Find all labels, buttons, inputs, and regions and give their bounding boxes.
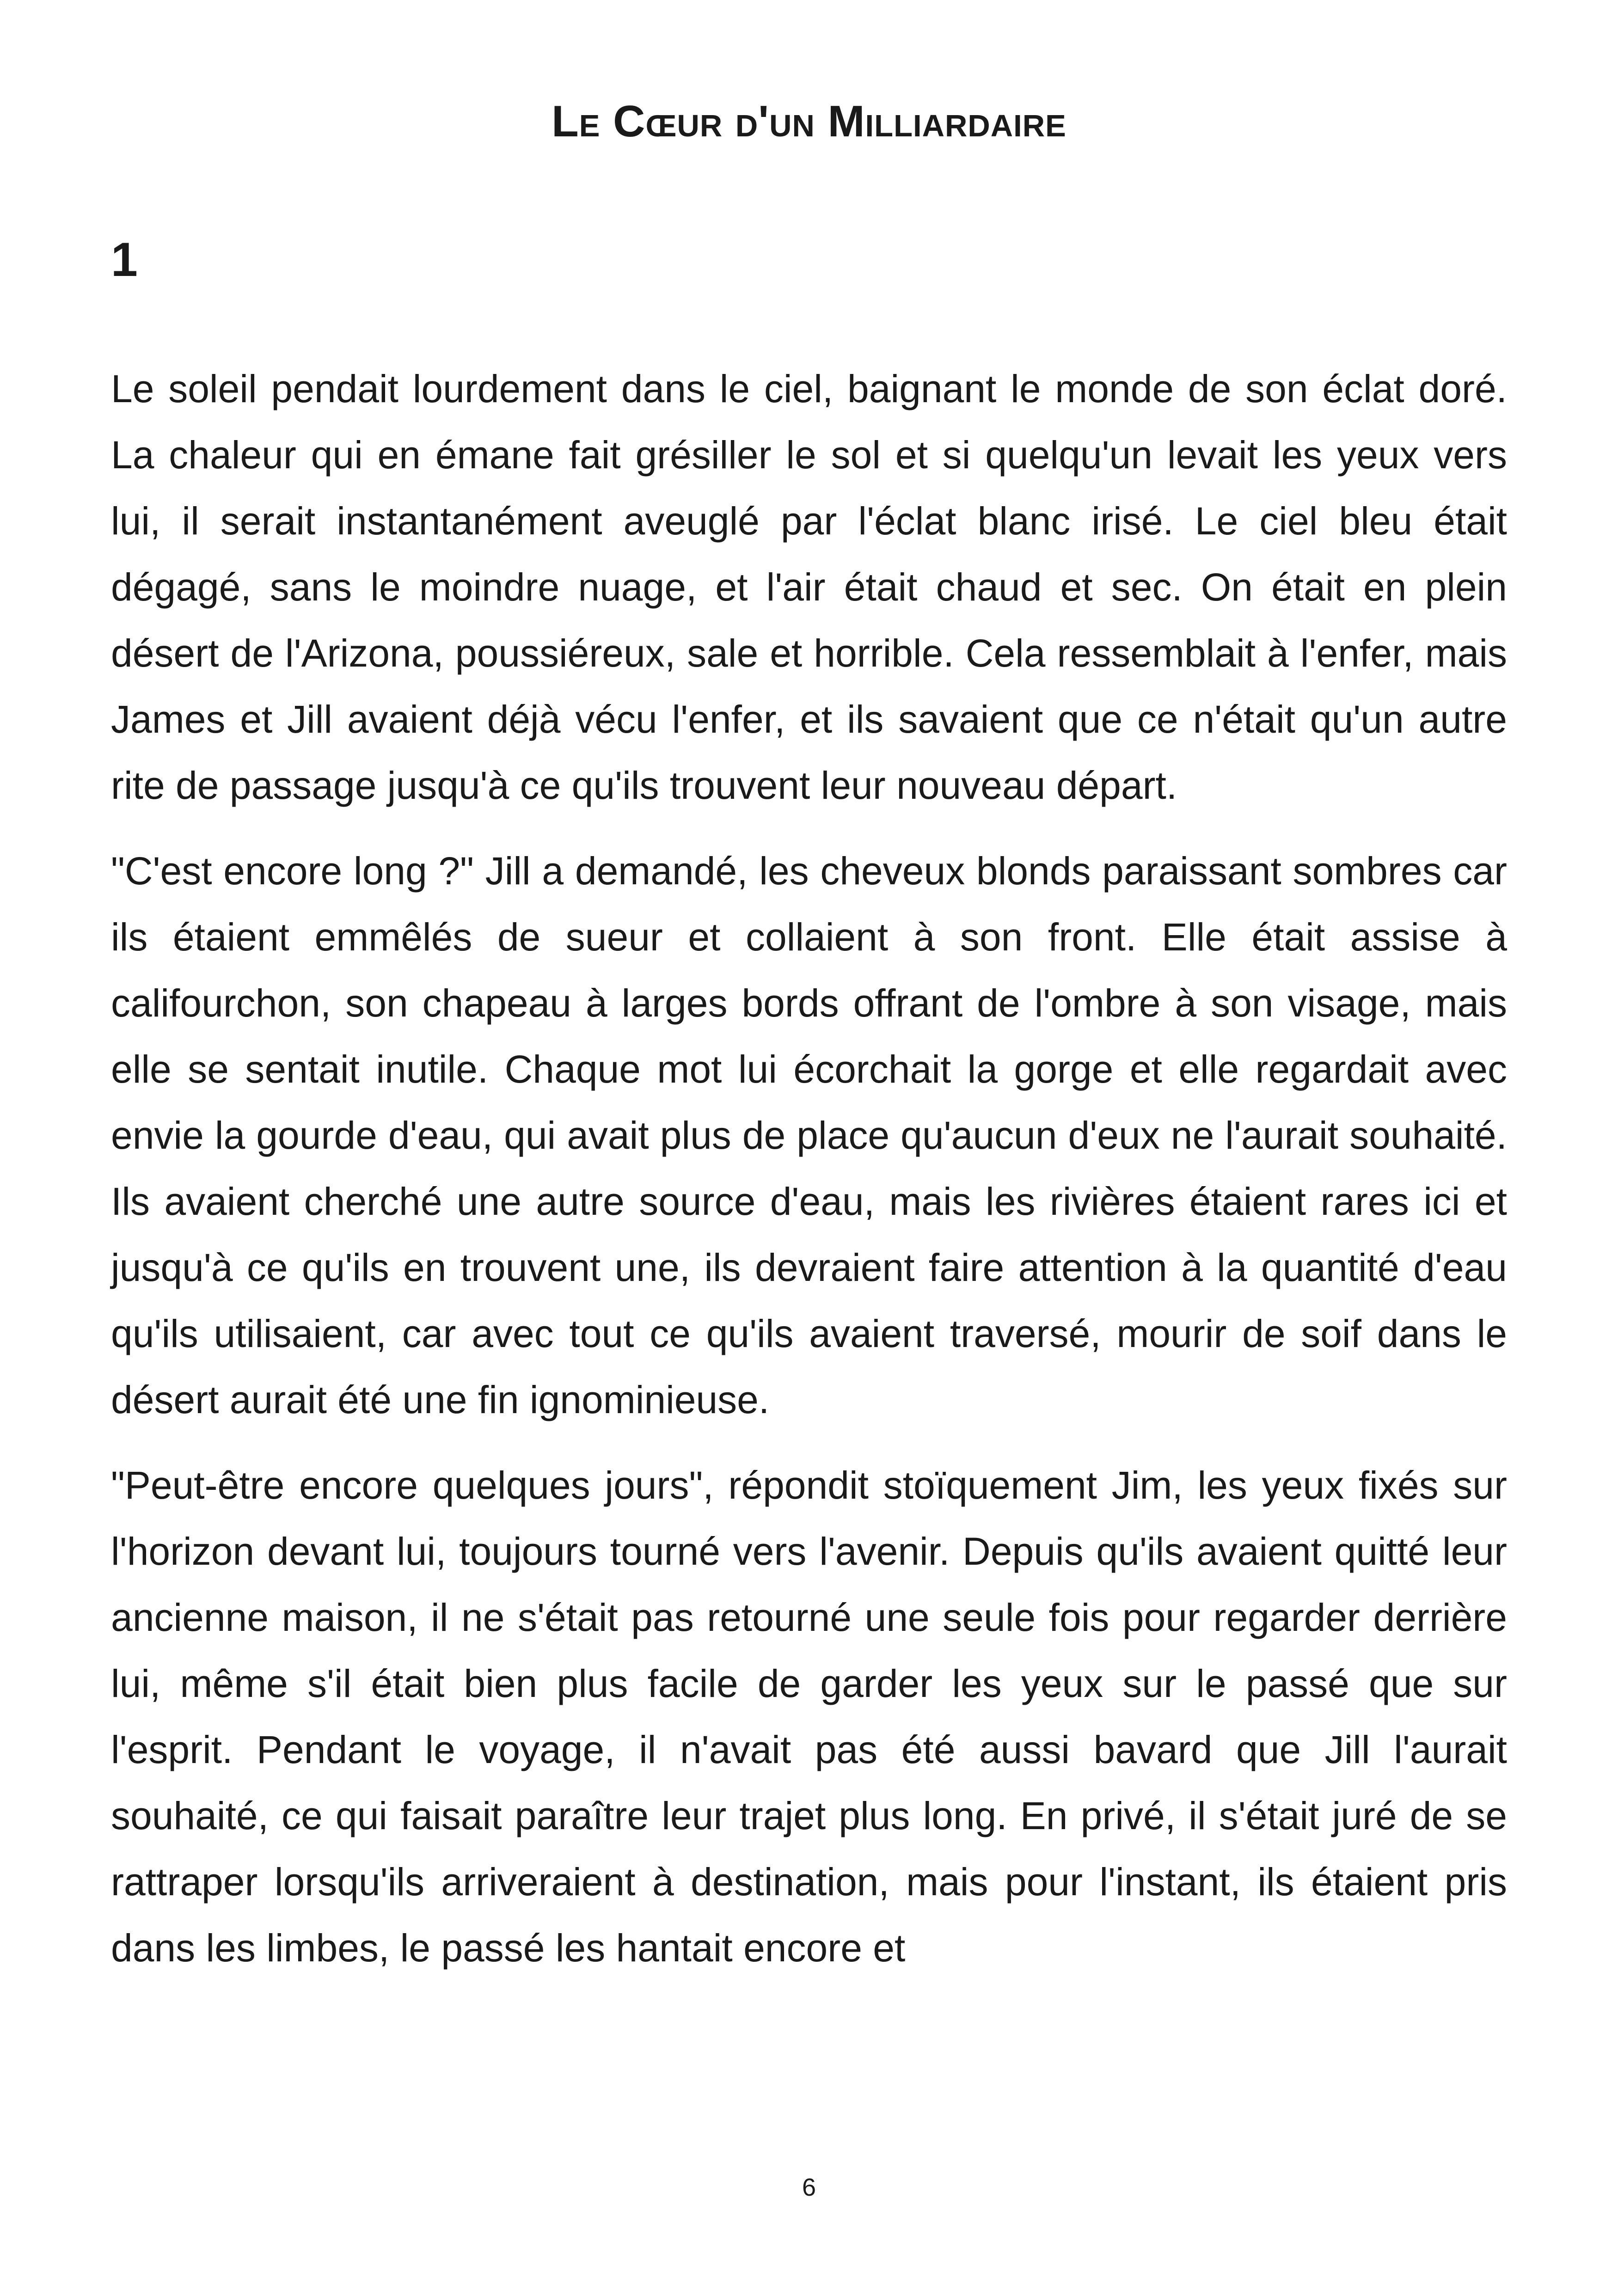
chapter-number: 1 xyxy=(111,233,138,287)
page-number: 6 xyxy=(802,2174,816,2201)
book-title: Le Cœur d'un Milliardaire xyxy=(552,97,1066,146)
paragraph-2: "C'est encore long ?" Jill a demandé, les cheveux blonds paraissant sombres car ils étaient emmêlés de sueur et collaient à son front. Elle était assise à califourchon, son chapeau à larges bords offrant de l'ombre à son visage, mais elle se sentait inutile. Chaque mot lui écorchait la gorge et elle regardait avec envie la gourde d'eau, qui avait plus de place qu'aucun d'eux ne l'aurait souhaité. Ils avaient cherché une autre source d'eau, mais les rivières étaient rares ici et jusqu'à ce qu'ils en trouvent une, ils devraient faire attention à la quantité d'eau qu'ils utilisaient, car avec tout ce qu'ils avaient traversé, mourir de soif dans le désert aurait été une fin ignominieuse. xyxy=(111,849,1507,1421)
paragraph-3: "Peut-être encore quelques jours", répondit stoïquement Jim, les yeux fixés sur l'horizon devant lui, toujours tourné vers l'avenir. Depuis qu'ils avaient quitté leur ancienne maison, il ne s'était pas retourné une seule fois pour regarder derrière lui, même s'il était bien plus facile de garder les yeux sur le passé que sur l'esprit. Pendant le voyage, il n'avait pas été aussi bavard que Jill l'aurait souhaité, ce qui faisait paraître leur trajet plus long. En privé, il s'était juré de se rattraper lorsqu'ils arriveraient à destination, mais pour l'instant, ils étaient pris dans les limbes, le passé les hantait encore et xyxy=(111,1463,1507,1970)
paragraph-1: Le soleil pendait lourdement dans le ciel, baignant le monde de son éclat doré. La chaleur qui en émane fait grésiller le sol et si quelqu'un levait les yeux vers lui, il serait instantanément aveuglé par l'éclat blanc irisé. Le ciel bleu était dégagé, sans le moindre nuage, et l'air était chaud et sec. On était en plein désert de l'Arizona, poussiéreux, sale et horrible. Cela ressemblait à l'enfer, mais James et Jill avaient déjà vécu l'enfer, et ils savaient que ce n'était qu'un autre rite de passage jusqu'à ce qu'ils trouvent leur nouveau départ. xyxy=(111,367,1507,807)
chapter-body xyxy=(111,356,1507,2001)
